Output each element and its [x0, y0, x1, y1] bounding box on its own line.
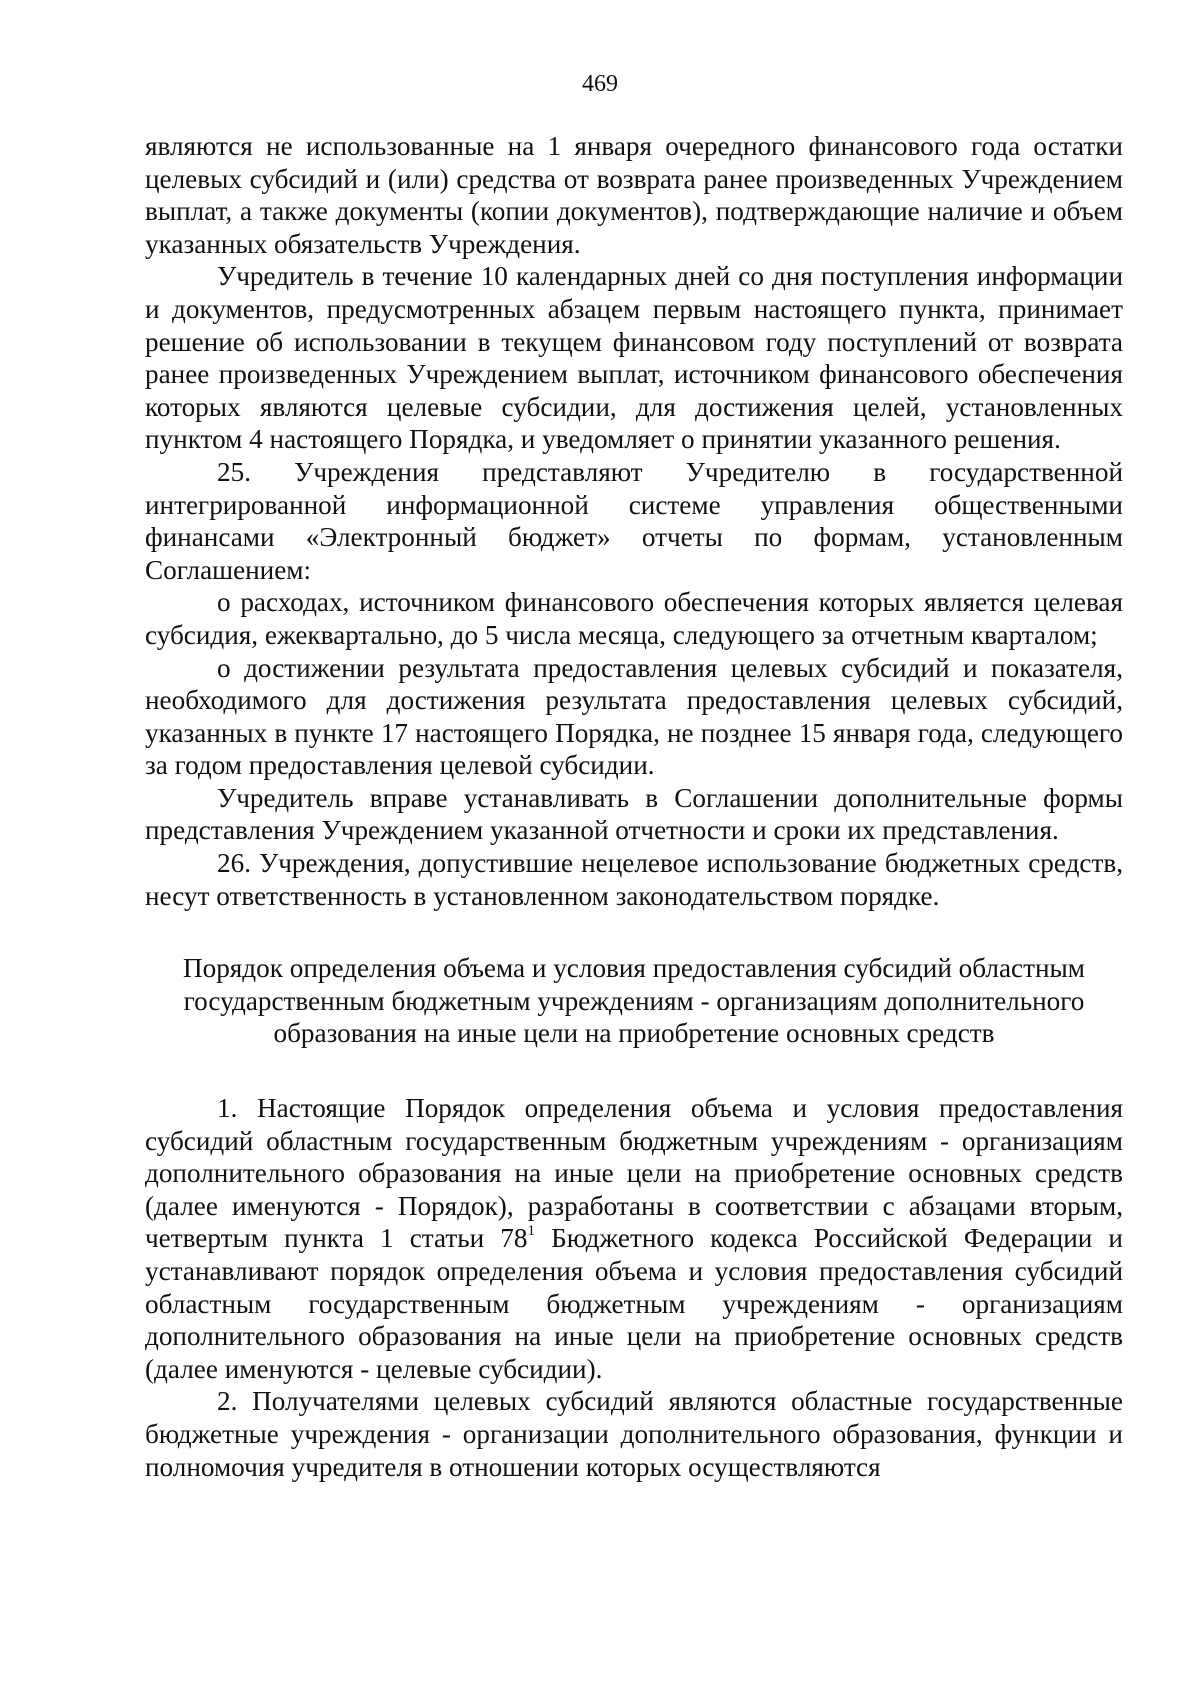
- paragraph-additional-forms: Учредитель вправе устанавливать в Соглашении дополнительные формы представления Учреждением указанной отчетности и сроки их представления.: [145, 782, 1123, 846]
- paragraph-result-report: о достижении результата предоставления целевых субсидий и показателя, необходимого для достижения результата предоставления целевых субсидий, указанных в пункте 17 настоящего Порядка, не позднее 15 января года, следующего за годом предоставления целевой субсидии.: [145, 652, 1123, 781]
- paragraph-item-26: 26. Учреждения, допустившие нецелевое использование бюджетных средств, несут ответственность в установленном законодательством порядке.: [145, 848, 1123, 911]
- paragraph-item-25: 25. Учреждения представляют Учредителю в государственной интегрированной информационной системе управления общественными финансами «Электронный бюджет» отчеты по формам, установленным Соглашением:: [145, 456, 1123, 585]
- paragraph-founder-decision: Учредитель в течение 10 календарных дней со дня поступления информации и документов, предусмотренных абзацем первым настоящего пункта, принимает решение об использовании в текущем финансовом году поступлений от возврата ранее произведенных Учреждением выплат, источником финансового обеспечения которых являются целевые субсидии, для достижения целей, установленных пунктом 4 настоящего Порядка, и уведомляет о принятии указанного решения.: [145, 261, 1123, 455]
- page-number: 469: [582, 71, 618, 97]
- paragraph-continuation: являются не использованные на 1 января очередного финансового года остатки целевых субсидий и (или) средства от возврата ранее произведенных Учреждением выплат, а также документы (копии документов), подтверждающие наличие и объем указанных обязательств Учреждения.: [145, 131, 1123, 259]
- paragraph-item-2: 2. Получателями целевых субсидий являются областные государственные бюджетные учреждения - организации дополнительного образования, функции и полномочия учредителя в отношении которых осуществляются: [145, 1386, 1123, 1482]
- paragraph-item-1: [145, 1092, 1123, 1385]
- paragraph-item-1-text-start: 1. Настоящие Порядок определения объема и условия предоставления субсидий областным государственным бюджетным учреждениям - организациям дополнительного образования на иные цели на приобретение основных средств (далее именуются - Порядок), разработаны в соответствии с абзацами вторым, четвертым пункта 1 статьи 78: [145, 1093, 1123, 1254]
- section-heading: Порядок определения объема и условия предоставления субсидий областным государственным бюджетным учреждениям - организациям дополнительного образования на иные цели на приобретение основных средств: [182, 953, 1086, 1049]
- document-body: [145, 130, 1123, 1483]
- paragraph-expense-report: о расходах, источником финансового обеспечения которых является целевая субсидия, ежеквартально, до 5 числа месяца, следующего за отчетным кварталом;: [145, 587, 1123, 650]
- paragraph-item-1-text-end: Бюджетного кодекса Российской Федерации и устанавливают порядок определения объема и условия предоставления субсидий областным государственным бюджетным учреждениям - организациям дополнительного образования на иные цели на приобретение основных средств (далее именуются - целевые субсидии).: [145, 1223, 1123, 1384]
- article-superscript: 1: [527, 1223, 535, 1240]
